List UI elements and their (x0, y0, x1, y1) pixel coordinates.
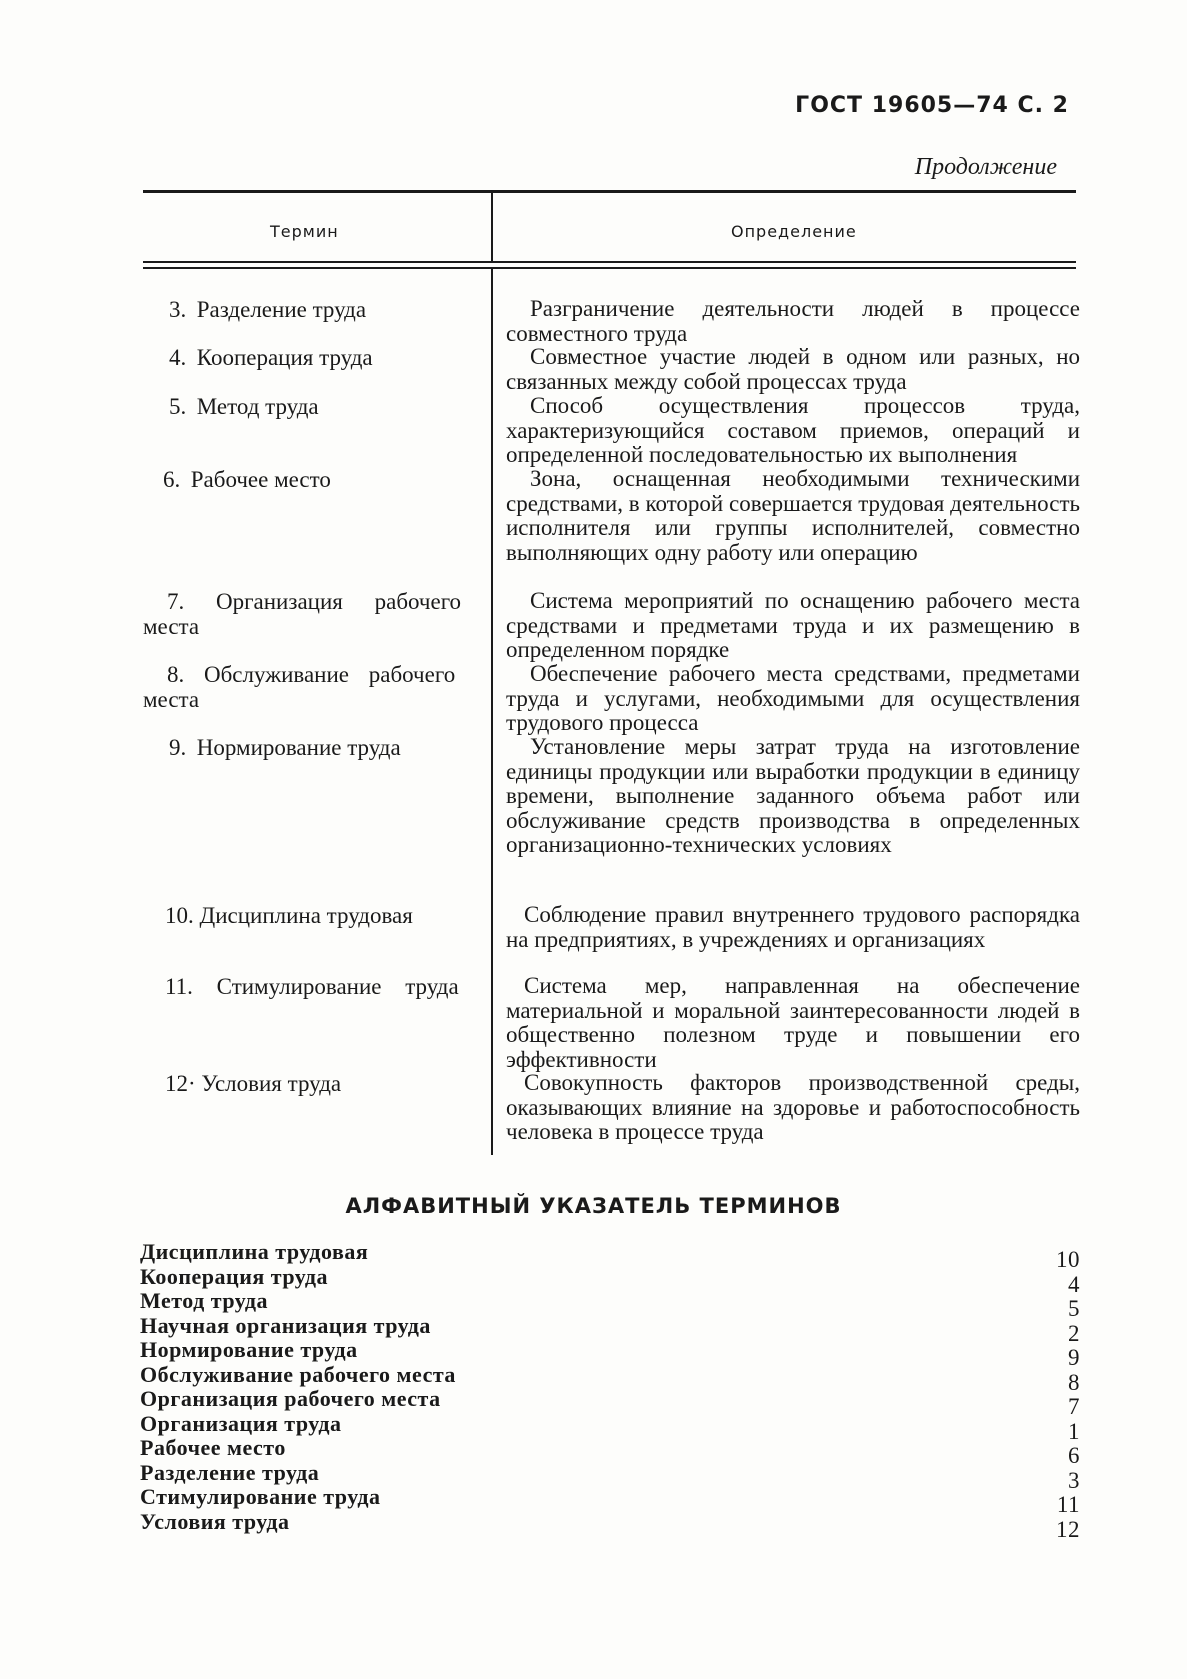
column-header-definition: Определение (731, 222, 857, 241)
index-number: 5 (1068, 1296, 1080, 1321)
definition-cell: Зона, оснащенная необходимыми техническими средствами, в которой совершается трудовая деятельность исполнителя или группы исполнителей, совместно выполняющих одну работу или операцию (506, 466, 1080, 565)
definition-cell: Разграничение деятельности людей в процессе совместного труда (506, 296, 1080, 346)
index-term: Организация труда (140, 1410, 342, 1436)
term-text: Дисциплина трудовая (199, 903, 413, 928)
term-text: Разделение труда (196, 297, 367, 322)
index-number: 7 (1068, 1394, 1080, 1419)
table-top-rule (143, 190, 1076, 193)
definition-cell: Установление меры затрат труда на изготовление единицы продукции или выработки продукции в единицу времени, выполнение заданного объема работ или обслуживание средств производства в определенных организационно-технических условиях (506, 734, 1080, 857)
index-entry (140, 1484, 1080, 1517)
term-cell (143, 345, 473, 370)
index-entry (140, 1239, 1080, 1272)
standard-header: ГОСТ 19605—74 С. 2 (795, 93, 1069, 118)
index-number: 10 (1056, 1247, 1080, 1272)
term-text: Обслуживание рабочего места (143, 662, 456, 712)
term-number: 10. (165, 903, 194, 928)
term-number: 9. (169, 735, 187, 760)
index-term: Нормирование труда (140, 1337, 358, 1362)
index-entry (140, 1263, 1080, 1297)
index-term: Стимулирование труда (140, 1484, 381, 1509)
index-number: 8 (1068, 1369, 1080, 1395)
column-header-term: Термин (270, 222, 339, 241)
continuation-label: Продолжение (914, 154, 1057, 180)
index-entry (140, 1459, 1080, 1493)
index-term: Рабочее место (140, 1435, 286, 1460)
index-term: Дисциплина трудовая (140, 1239, 369, 1264)
index-number: 1 (1068, 1418, 1080, 1444)
term-number: 3. (169, 297, 187, 322)
term-text: Условия труда (201, 1071, 342, 1096)
term-text: Рабочее место (190, 467, 331, 492)
table-column-divider (491, 269, 493, 1155)
term-cell (143, 297, 473, 322)
definition-cell: Совокупность факторов производственной среды, оказывающих влияние на здоровье и работоспособность человека в процессе труда (506, 1070, 1080, 1144)
index-number: 6 (1068, 1443, 1080, 1468)
index-entry (140, 1337, 1080, 1370)
term-text: Организация рабочего места (143, 589, 462, 639)
index-term: Метод труда (140, 1288, 269, 1313)
table-column-divider-top (491, 193, 493, 263)
term-number: 4. (169, 345, 187, 370)
term-number: 5. (169, 394, 187, 419)
index-number: 9 (1068, 1345, 1080, 1370)
index-number: 2 (1068, 1320, 1080, 1346)
definition-cell: Совместное участие людей в одном или разных, но связанных между собой процессах труда (506, 344, 1080, 394)
definition-cell: Соблюдение правил внутреннего трудового распорядка на предприятиях, в учреждениях и организациях (506, 902, 1080, 952)
term-text: Метод труда (196, 394, 319, 419)
table-header-rule (143, 261, 1076, 263)
index-entry (140, 1508, 1080, 1542)
index-number: 4 (1068, 1271, 1080, 1297)
index-term: Обслуживание рабочего места (140, 1361, 456, 1387)
term-cell (143, 662, 463, 712)
index-term: Научная организация труда (140, 1312, 431, 1338)
term-text: Кооперация труда (196, 345, 373, 370)
index-title: АЛФАВИТНЫЙ УКАЗАТЕЛЬ ТЕРМИНОВ (345, 1194, 842, 1218)
index-term: Условия труда (140, 1508, 290, 1534)
definition-cell: Способ осуществления процессов труда, характеризующийся составом приемов, операций и определенной последовательностью их выполнения (506, 393, 1080, 467)
term-number: 11. (165, 974, 193, 999)
term-cell (143, 903, 473, 928)
term-number: 12· (165, 1071, 196, 1096)
index-term: Разделение труда (140, 1459, 320, 1485)
index-number: 3 (1068, 1467, 1080, 1493)
term-number: 8. (167, 662, 185, 687)
index-entry (140, 1386, 1080, 1419)
index-entry (140, 1410, 1080, 1444)
definition-cell: Система мер, направленная на обеспечение материальной и моральной заинтересованности людей в общественно полезном труде и повышении его эффективности (506, 973, 1080, 1072)
term-number: 7. (167, 589, 185, 614)
index-entry (140, 1288, 1080, 1321)
index-term: Организация рабочего места (140, 1386, 441, 1411)
table-header-rule-second (143, 267, 1076, 269)
term-number: 6. (163, 467, 181, 492)
index-entry (140, 1435, 1080, 1468)
term-cell (143, 394, 473, 419)
definition-cell: Система мероприятий по оснащению рабочего места средствами и предметами труда и их размещению в определенном порядке (506, 588, 1080, 662)
definition-cell: Обеспечение рабочего места средствами, предметами труда и услугами, необходимыми для осуществления трудового процесса (506, 661, 1080, 735)
term-cell (143, 1071, 473, 1096)
index-entry (140, 1361, 1080, 1395)
index-number: 11 (1056, 1492, 1080, 1517)
term-text: Нормирование труда (196, 735, 401, 760)
term-cell (143, 974, 463, 999)
index-entry (140, 1312, 1080, 1346)
alphabetical-index (140, 1239, 1080, 1542)
term-cell (143, 467, 473, 492)
term-text: Стимулирование труда (216, 974, 459, 999)
term-cell (143, 735, 473, 760)
index-term: Кооперация труда (140, 1263, 329, 1289)
index-number: 12 (1056, 1516, 1080, 1542)
term-cell (143, 589, 463, 639)
